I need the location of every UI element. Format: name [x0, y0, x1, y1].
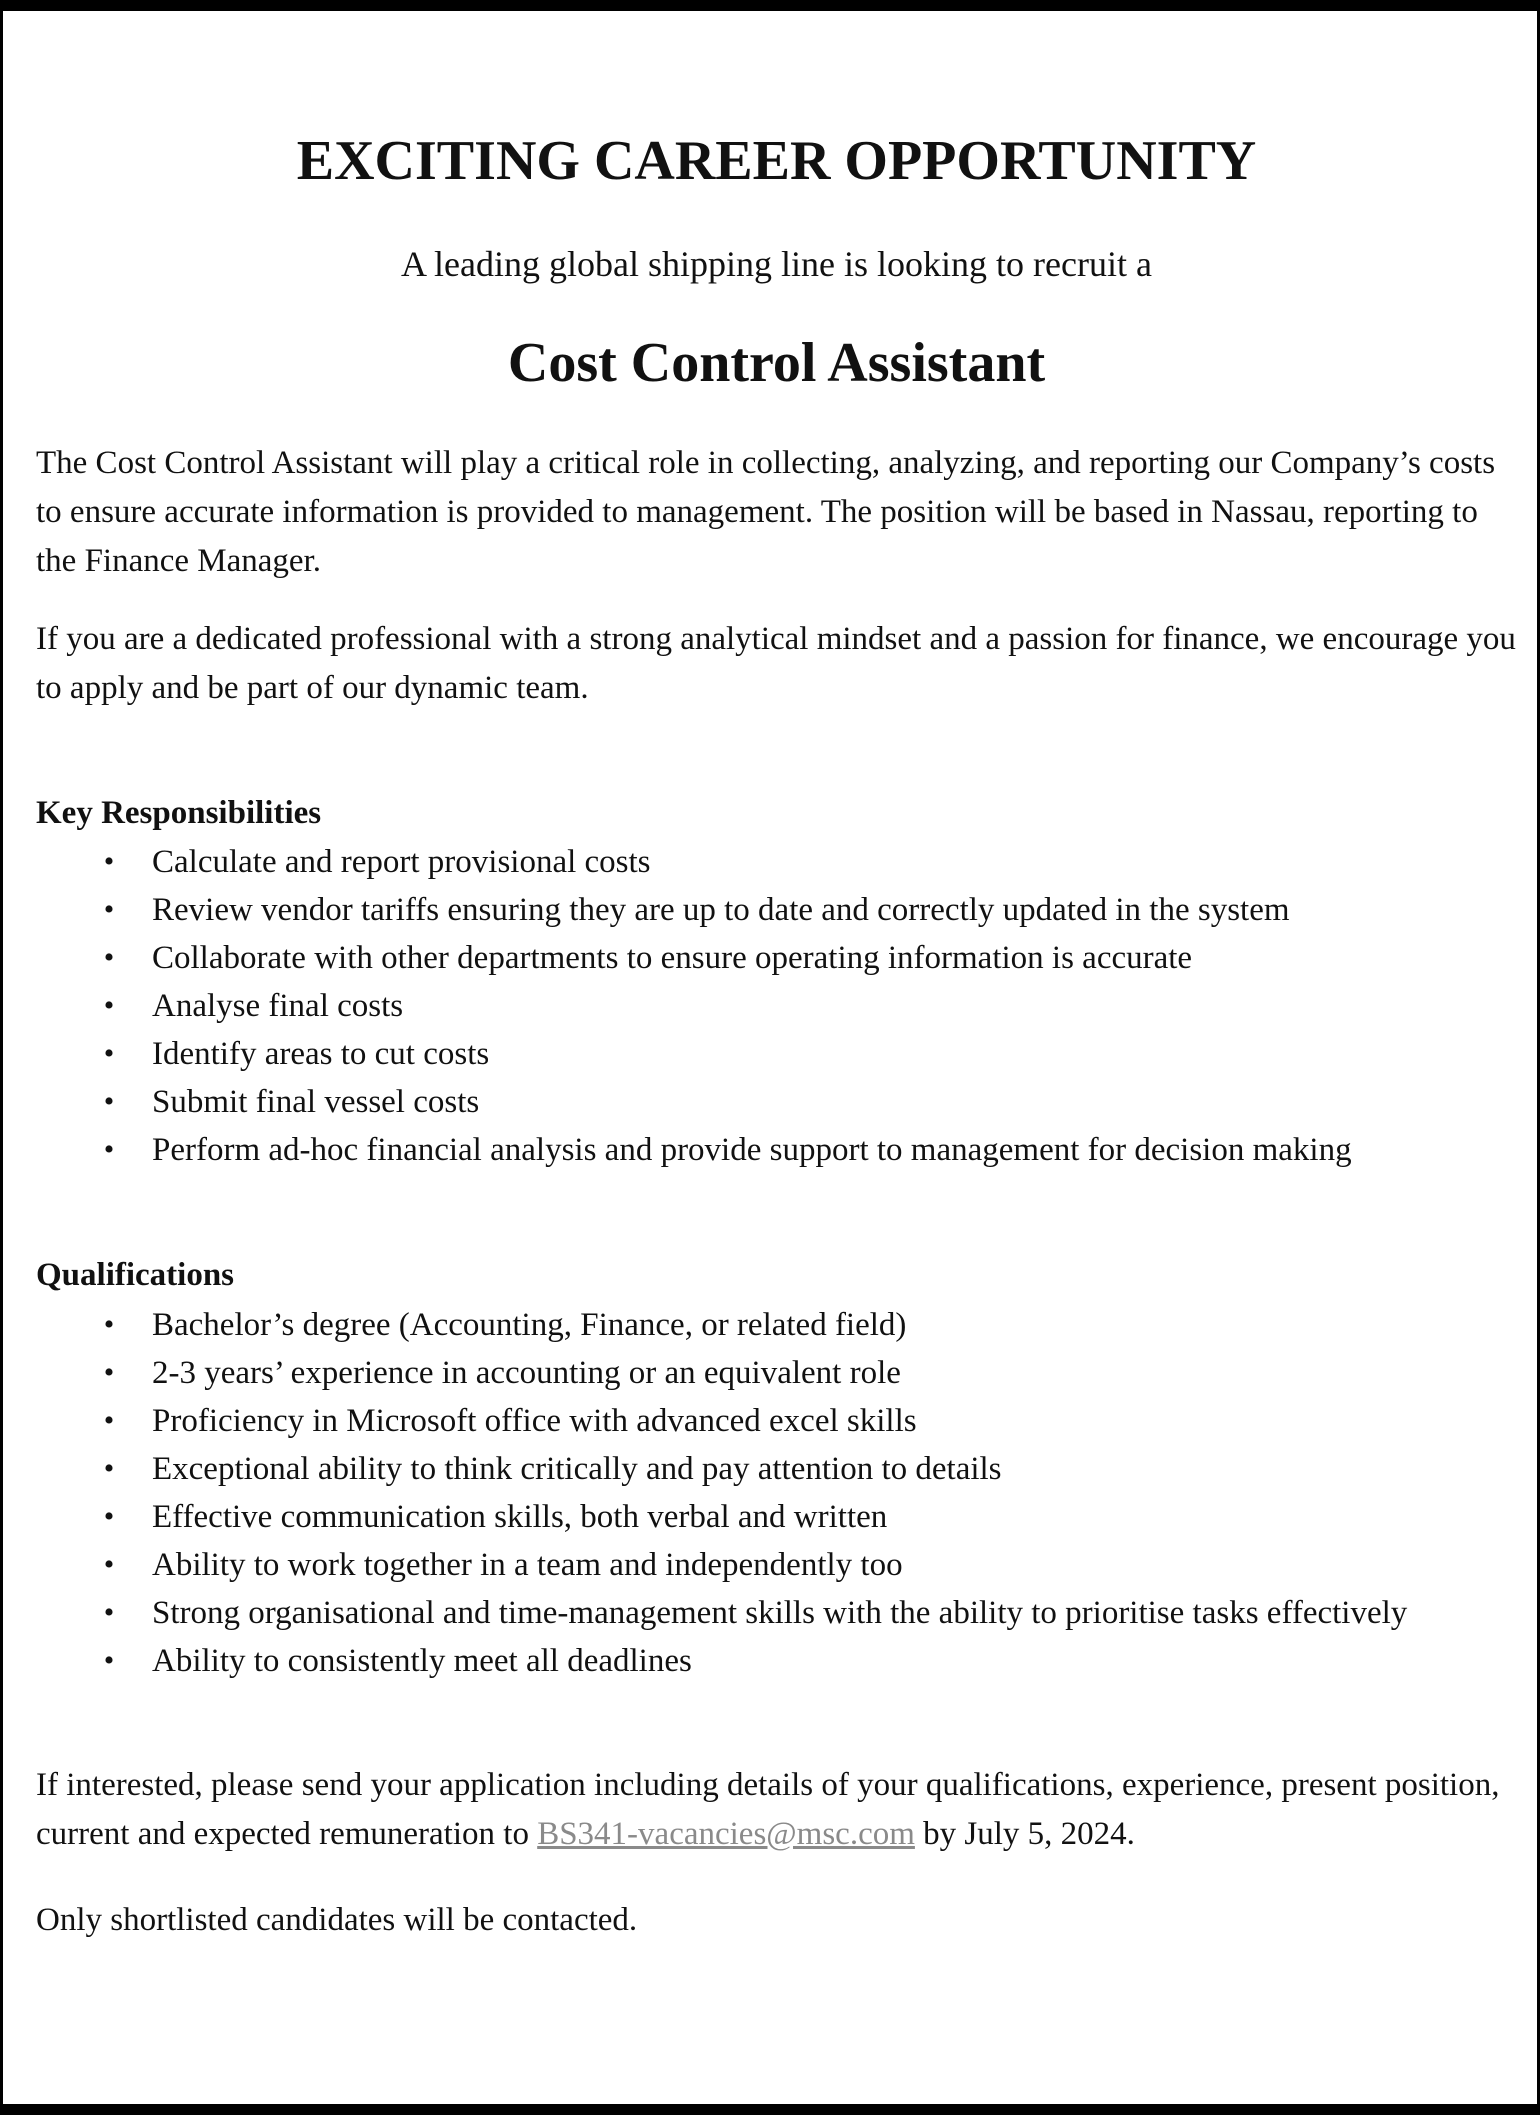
bullet-icon: • — [103, 989, 115, 1022]
list-item-text: Calculate and report provisional costs — [152, 844, 651, 880]
bullet-icon: • — [103, 1644, 115, 1677]
list-item-text: Identify areas to cut costs — [152, 1036, 490, 1072]
application-text: If interested, please send your application including details of your qualifications, experience, present position, current and expected remuneration to — [36, 1767, 1500, 1852]
list-item — [36, 886, 1517, 934]
bullet-icon: • — [103, 1085, 115, 1118]
list-item — [36, 1301, 1517, 1349]
deadline-text: by July 5, 2024. — [914, 1816, 1135, 1852]
responsibilities-heading: Key Responsibilities — [36, 795, 322, 831]
responsibilities-list — [36, 838, 1517, 1174]
qualifications-heading: Qualifications — [36, 1257, 235, 1293]
list-item-text: Strong organisational and time-management skills with the ability to prioritise tasks effectively — [152, 1595, 1408, 1631]
job-title: Cost Control Assistant — [507, 332, 1046, 394]
list-item-text: Perform ad-hoc financial analysis and provide support to management for decision making — [152, 1132, 1352, 1168]
intro-paragraph-role: The Cost Control Assistant will play a critical role in collecting, analyzing, and reporting our Company’s costs to ensure accurate information is provided to management. The position will be based in Nassau, reporting to the Finance Manager. — [36, 445, 1496, 579]
list-item — [36, 1078, 1517, 1126]
bullet-icon: • — [103, 1596, 115, 1629]
list-item — [36, 1349, 1517, 1397]
bullet-icon: • — [103, 1308, 115, 1341]
email-link[interactable]: BS341-vacancies@msc.com — [537, 1816, 915, 1852]
list-item-text: Bachelor’s degree (Accounting, Finance, or related field) — [152, 1307, 907, 1343]
list-item — [36, 982, 1517, 1030]
list-item-text: Exceptional ability to think critically and pay attention to details — [152, 1451, 1002, 1487]
list-item-text: Analyse final costs — [152, 988, 404, 1024]
headline: EXCITING CAREER OPPORTUNITY — [296, 130, 1257, 192]
list-item-text: Ability to consistently meet all deadlines — [152, 1643, 692, 1679]
bullet-icon: • — [103, 1548, 115, 1581]
bullet-icon: • — [103, 941, 115, 974]
intro-paragraph-invitation: If you are a dedicated professional with a strong analytical mindset and a passion for finance, we encourage you to apply and be part of our dynamic team. — [36, 621, 1516, 706]
list-item-text: Ability to work together in a team and independently too — [152, 1547, 903, 1583]
list-item — [36, 1030, 1517, 1078]
list-item — [36, 934, 1517, 982]
list-item-text: Proficiency in Microsoft office with advanced excel skills — [152, 1403, 917, 1439]
bullet-icon: • — [103, 1452, 115, 1485]
bullet-icon: • — [103, 1133, 115, 1166]
list-item — [36, 1397, 1517, 1445]
shortlist-note: Only shortlisted candidates will be contacted. — [36, 1902, 638, 1938]
list-item — [36, 1637, 1517, 1685]
subheadline: A leading global shipping line is looking to recruit a — [401, 244, 1152, 284]
bullet-icon: • — [103, 893, 115, 926]
bullet-icon: • — [103, 845, 115, 878]
application-instructions — [36, 1761, 1517, 1859]
bullet-icon: • — [103, 1404, 115, 1437]
list-item — [36, 1493, 1517, 1541]
list-item — [36, 838, 1517, 886]
list-item-text: Submit final vessel costs — [152, 1084, 480, 1120]
list-item — [36, 1589, 1517, 1637]
list-item — [36, 1541, 1517, 1589]
list-item-text: Review vendor tariffs ensuring they are up to date and correctly updated in the system — [152, 892, 1290, 928]
qualifications-list — [36, 1301, 1517, 1685]
list-item-text: Collaborate with other departments to ensure operating information is accurate — [152, 940, 1193, 976]
list-item — [36, 1445, 1517, 1493]
list-item — [36, 1126, 1517, 1174]
list-item-text: 2-3 years’ experience in accounting or an equivalent role — [152, 1355, 901, 1391]
bullet-icon: • — [103, 1500, 115, 1533]
bullet-icon: • — [103, 1037, 115, 1070]
list-item-text: Effective communication skills, both verbal and written — [152, 1499, 888, 1535]
bullet-icon: • — [103, 1356, 115, 1389]
